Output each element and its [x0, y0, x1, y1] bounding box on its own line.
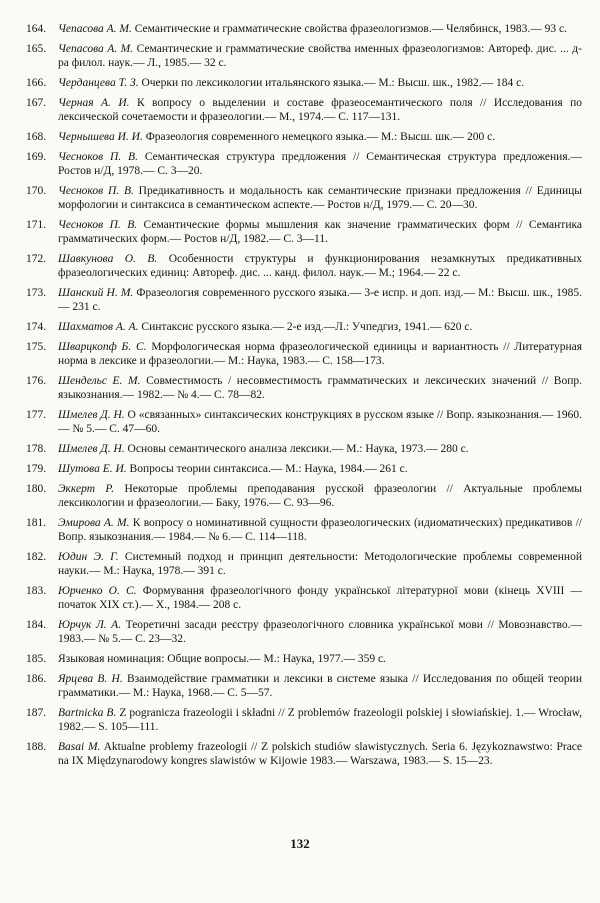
entry-text	[58, 550, 582, 579]
entry-author: Юрченко О. С.	[58, 585, 137, 597]
entry-author: Шанский Н. М.	[58, 286, 134, 299]
entry-body: Взаимодействие грамматики и лексики в системе языка // Исследования по общей теории грамматики.— М.: Наука, 1968.— С. 5—57.	[58, 672, 582, 700]
bibliography-entry	[26, 150, 582, 179]
entry-body: О «связанных» синтаксических конструкциях в русском языке // Вопр. языкознания.— 1960.— № 5.— С. 47—60.	[58, 409, 582, 436]
bibliography-entry	[26, 286, 582, 315]
bibliography-entry	[26, 550, 582, 579]
entry-body: Синтаксис русского языка.— 2-е изд.—Л.: Учпедгиз, 1941.— 620 с.	[138, 321, 473, 334]
entry-text	[58, 374, 582, 403]
entry-author: Шахматов А. А.	[58, 321, 139, 334]
entry-author: Чепасова А. М.	[58, 23, 132, 35]
entry-author: Юрчук Л. А.	[58, 619, 122, 632]
entry-text	[58, 740, 582, 769]
page-number: 132	[290, 836, 310, 851]
entry-text	[58, 340, 582, 369]
entry-number: 175.	[26, 340, 47, 353]
entry-text	[58, 618, 582, 647]
entry-text	[58, 482, 582, 511]
entry-number: 187.	[26, 707, 47, 720]
entry-body: Семантические формы мышления как значение грамматических форм // Семантика грамматических форм.— Ростов н/Д, 1982.— С. 3—11.	[58, 218, 582, 246]
entry-author: Юдин Э. Г.	[58, 550, 119, 563]
entry-text	[58, 184, 582, 213]
bibliography-entry	[26, 184, 582, 213]
entry-author: Черная А. И.	[58, 96, 130, 109]
entry-body: Семантические и грамматические свойства именных фразеологизмов: Автореф. дис. ... д-ра филол. наук.— Л., 1985.— 32 с.	[58, 42, 582, 70]
entry-body: К вопросу о выделении и составе фразеосемантического поля // Исследования по лексической сочетаемости и фразеологии.— М., 1974.— С. 117—131.	[58, 96, 582, 123]
entry-text	[58, 672, 582, 701]
entry-text	[58, 652, 582, 666]
entry-author: Шмелев Д. Н.	[58, 443, 125, 456]
entry-text	[58, 408, 582, 437]
bibliography-entry	[26, 218, 582, 247]
entry-text	[58, 442, 582, 456]
entry-text	[58, 516, 582, 545]
entry-author: Шендельс Е. М.	[58, 374, 141, 387]
bibliography-entry	[26, 252, 582, 281]
bibliography-entry	[26, 130, 582, 144]
entry-text	[58, 320, 582, 334]
bibliography-entry	[26, 652, 582, 666]
entry-body: Aktualne problemy frazeologii // Z polskich studiów slawistycznych. Seria 6. Językoznawstwo: Prace na IX Międzynarodowy kongres slawistów w Kijowie 1983.— Warszawa, 1983.— S. 15—23.	[58, 741, 583, 768]
entry-author: Шавкунова О. В.	[58, 252, 158, 265]
entry-author: Шварцкопф Б. С.	[58, 340, 147, 353]
entry-body: Семантическая структура предложения // Семантическая структура предложения.— Ростов н/Д, 1978.— С. 3—20.	[58, 150, 582, 177]
bibliography-entry	[26, 340, 582, 369]
entry-body: Предикативность и модальность как семантические признаки предложения // Единицы морфологии и синтаксиса в семантическом аспекте.— Ростов н/Д, 1979.— С. 20—30.	[58, 184, 582, 211]
bibliography-entry	[26, 408, 582, 437]
entry-text	[58, 96, 582, 125]
entry-author: Ярцева В. Н.	[58, 672, 123, 685]
bibliography-entry	[26, 320, 582, 334]
entry-number: 164.	[26, 23, 47, 35]
entry-author: Шмелев Д. Н.	[58, 409, 125, 422]
bibliography-entry	[26, 96, 582, 125]
entry-text	[58, 286, 582, 315]
entry-text	[58, 462, 582, 476]
bibliography-entry	[26, 374, 582, 403]
entry-number: 177.	[26, 409, 47, 422]
entry-text	[58, 76, 582, 90]
bibliography-entry	[26, 740, 582, 769]
entry-author: Черданцева Т. З.	[58, 76, 139, 89]
entry-body: Теоретичні засади реєстру фразеологічного словника української мови // Мовознавство.— 1983.— № 5.— С. 23—32.	[58, 619, 582, 646]
entry-body: Фразеология современного немецкого языка.— М.: Высш. шк.— 200 с.	[142, 130, 496, 143]
entry-number: 176.	[26, 374, 47, 387]
entry-number: 179.	[26, 462, 47, 475]
bibliography-entry	[26, 706, 582, 735]
entry-text	[58, 42, 582, 71]
entry-body: Z pogranicza frazeologii i składni // Z problemów frazeologii polskiej i słowiańskiej. 1.— Wrocław, 1982.— S. 105—111.	[58, 707, 583, 734]
entry-number: 168.	[26, 130, 47, 143]
entry-text	[58, 22, 582, 36]
entry-number: 183.	[26, 585, 47, 597]
bibliography-entry	[26, 482, 582, 511]
entry-body: К вопросу о номинативной сущности фразеологических (идиоматических) предикативов // Вопр. языкознания.— 1984.— № 6.— С. 114—118.	[58, 516, 582, 544]
entry-body: Некоторые проблемы преподавания русской фразеологии // Актуальные проблемы лексикологии и фразеологии.— Баку, 1976.— С. 93—96.	[58, 482, 583, 510]
entry-number: 184.	[26, 619, 47, 632]
entry-body: Семантические и грамматические свойства фразеологизмов.— Челябинск, 1983.— 93 с.	[131, 23, 567, 35]
entry-body: Фразеология современного русского языка.— 3-е испр. и доп. изд.— М.: Высш. шк., 1985.— 231 с.	[58, 286, 582, 314]
entry-body: Языковая номинация: Общие вопросы.— М.: Наука, 1977.— 359 с.	[58, 653, 386, 666]
entry-number: 174.	[26, 321, 47, 334]
bibliography-entry	[26, 516, 582, 545]
entry-text	[58, 130, 582, 144]
entry-number: 181.	[26, 516, 47, 529]
entry-body: Совместимость / несовместимость грамматических и лексических значений // Вопр. языкознания.— 1982.— № 4.— С. 78—82.	[58, 374, 582, 402]
entry-author: Шутова Е. И.	[58, 462, 127, 475]
entry-author: Чесноков П. В.	[58, 150, 138, 163]
entry-number: 170.	[26, 184, 47, 197]
entry-body: Морфологическая норма фразеологической единицы и вариантность // Литературная норма в лексике и фразеологии.— М.: Наука, 1983.— С. 158—173.	[58, 340, 582, 368]
entry-text	[58, 706, 582, 735]
entry-author: Чернышева И. И.	[58, 130, 143, 143]
bibliography-entry	[26, 76, 582, 90]
bibliography-entry	[26, 22, 582, 36]
entry-author: Эмирова А. М.	[58, 516, 130, 529]
entry-number: 171.	[26, 218, 47, 231]
entry-number: 167.	[26, 96, 47, 109]
entry-body: Формування фразеологічного фонду української літературної мови (кінець XVIII — початок XIX ст.).— Х., 1984.— 208 с.	[58, 585, 583, 612]
entry-number: 172.	[26, 252, 47, 265]
entry-author: Bartnicka B.	[58, 707, 117, 720]
entry-body: Вопросы теории синтаксиса.— М.: Наука, 1984.— 261 с.	[126, 462, 408, 475]
entry-text	[58, 584, 582, 613]
entry-text	[58, 218, 582, 247]
entry-number: 180.	[26, 482, 47, 495]
entry-number: 173.	[26, 286, 47, 299]
entry-number: 165.	[26, 42, 47, 55]
entry-author: Эккерт Р.	[58, 482, 115, 495]
entry-body: Основы семантического анализа лексики.— М.: Наука, 1973.— 280 с.	[124, 443, 469, 456]
bibliography-entry	[26, 672, 582, 701]
bibliography-entry	[26, 42, 582, 71]
entry-body: Очерки по лексикологии итальянского языка.— М.: Высш. шк., 1982.— 184 с.	[138, 76, 525, 89]
entry-body: Особенности структуры и функционирования незамкнутых предикативных фразеологических единиц: Автореф. дис. ... канд. филол. наук.— М.; 1964.— 22 с.	[58, 252, 583, 280]
entry-number: 185.	[26, 653, 47, 666]
bibliography-list	[26, 22, 582, 774]
entry-author: Чепасова А. М.	[58, 42, 134, 55]
entry-author: Чесноков П. В.	[58, 218, 138, 231]
bibliography-entry	[26, 618, 582, 647]
entry-text	[58, 150, 582, 179]
entry-author: Basai M.	[58, 741, 101, 754]
entry-number: 178.	[26, 443, 47, 456]
bibliography-entry	[26, 584, 582, 613]
entry-author: Чесноков П. В.	[58, 184, 134, 197]
entry-number: 169.	[26, 150, 47, 163]
entry-number: 182.	[26, 550, 47, 563]
entry-number: 166.	[26, 76, 47, 89]
entry-number: 188.	[26, 741, 47, 754]
entry-body: Системный подход и принцип деятельности: Методологические проблемы современной науки.— М.: Наука, 1978.— 391 с.	[58, 550, 582, 578]
entry-text	[58, 252, 582, 281]
entry-number: 186.	[26, 672, 47, 685]
bibliography-entry	[26, 442, 582, 456]
bibliography-entry	[26, 462, 582, 476]
